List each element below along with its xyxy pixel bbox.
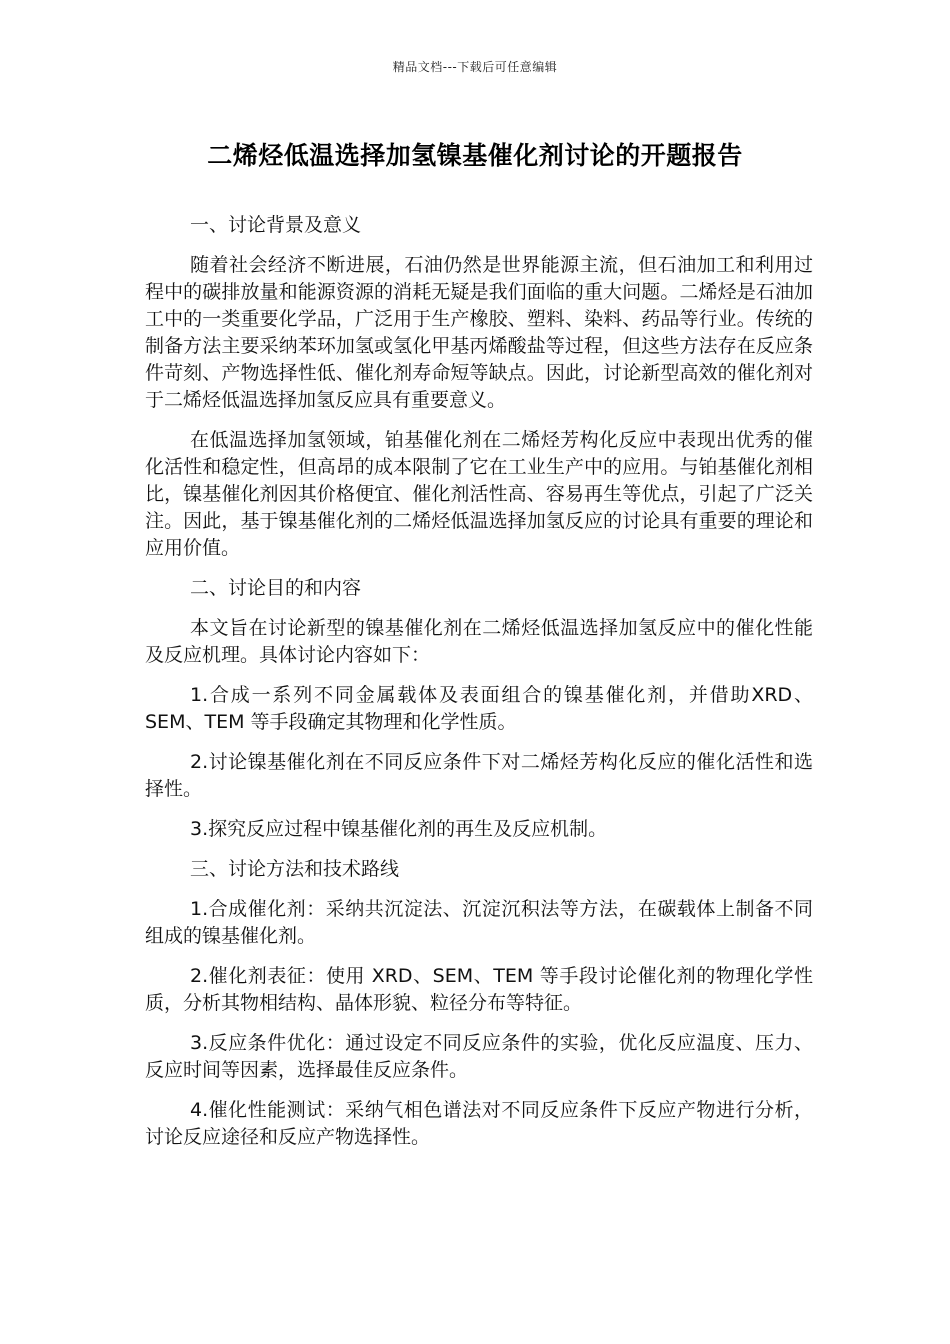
document-body	[145, 212, 813, 1164]
paragraph-objectives-intro: 本文旨在讨论新型的镍基催化剂在二烯烃低温选择加氢反应中的催化性能及反应机理。具体讨论内容如下：	[145, 617, 813, 666]
section-heading-objectives: 二、讨论目的和内容	[190, 577, 362, 599]
list-item-objective-1: 1.合成一系列不同金属载体及表面组合的镍基催化剂，并借助XRD、SEM、TEM 等手段确定其物理和化学性质。	[145, 684, 813, 733]
paragraph-background-2: 在低温选择加氢领域，铂基催化剂在二烯烃芳构化反应中表现出优秀的催化活性和稳定性，但高昂的成本限制了它在工业生产中的应用。与铂基催化剂相比，镍基催化剂因其价格便宜、催化剂活性高、容易再生等优点，引起了广泛关注。因此，基于镍基催化剂的二烯烃低温选择加氢反应的讨论具有重要的理论和应用价值。	[145, 429, 813, 559]
list-item-objective-2: 2.讨论镍基催化剂在不同反应条件下对二烯烃芳构化反应的催化活性和选择性。	[145, 751, 813, 800]
list-item-method-4: 4.催化性能测试：采纳气相色谱法对不同反应条件下反应产物进行分析，讨论反应途径和反应产物选择性。	[145, 1099, 813, 1148]
paragraph-background-1: 随着社会经济不断进展，石油仍然是世界能源主流，但石油加工和利用过程中的碳排放量和能源资源的消耗无疑是我们面临的重大问题。二烯烃是石油加工中的一类重要化学品，广泛用于生产橡胶、塑料、染料、药品等行业。传统的制备方法主要采纳苯环加氢或氢化甲基丙烯酸盐等过程，但这些方法存在反应条件苛刻、产物选择性低、催化剂寿命短等缺点。因此，讨论新型高效的催化剂对于二烯烃低温选择加氢反应具有重要意义。	[145, 254, 813, 411]
document-title: 二烯烃低温选择加氢镍基催化剂讨论的开题报告	[207, 141, 743, 170]
list-item-method-3: 3.反应条件优化：通过设定不同反应条件的实验，优化反应温度、压力、反应时间等因素，选择最佳反应条件。	[145, 1032, 813, 1081]
section-heading-background: 一、讨论背景及意义	[190, 214, 362, 236]
list-item-method-1: 1.合成催化剂：采纳共沉淀法、沉淀沉积法等方法，在碳载体上制备不同组成的镍基催化剂。	[145, 898, 813, 947]
section-heading-methods: 三、讨论方法和技术路线	[190, 858, 400, 880]
list-item-method-2: 2.催化剂表征：使用 XRD、SEM、TEM 等手段讨论催化剂的物理化学性质，分析其物相结构、晶体形貌、粒径分布等特征。	[145, 965, 813, 1014]
header-note: 精品文档---下载后可任意编辑	[392, 60, 558, 74]
list-item-objective-3: 3.探究反应过程中镍基催化剂的再生及反应机制。	[190, 818, 608, 840]
